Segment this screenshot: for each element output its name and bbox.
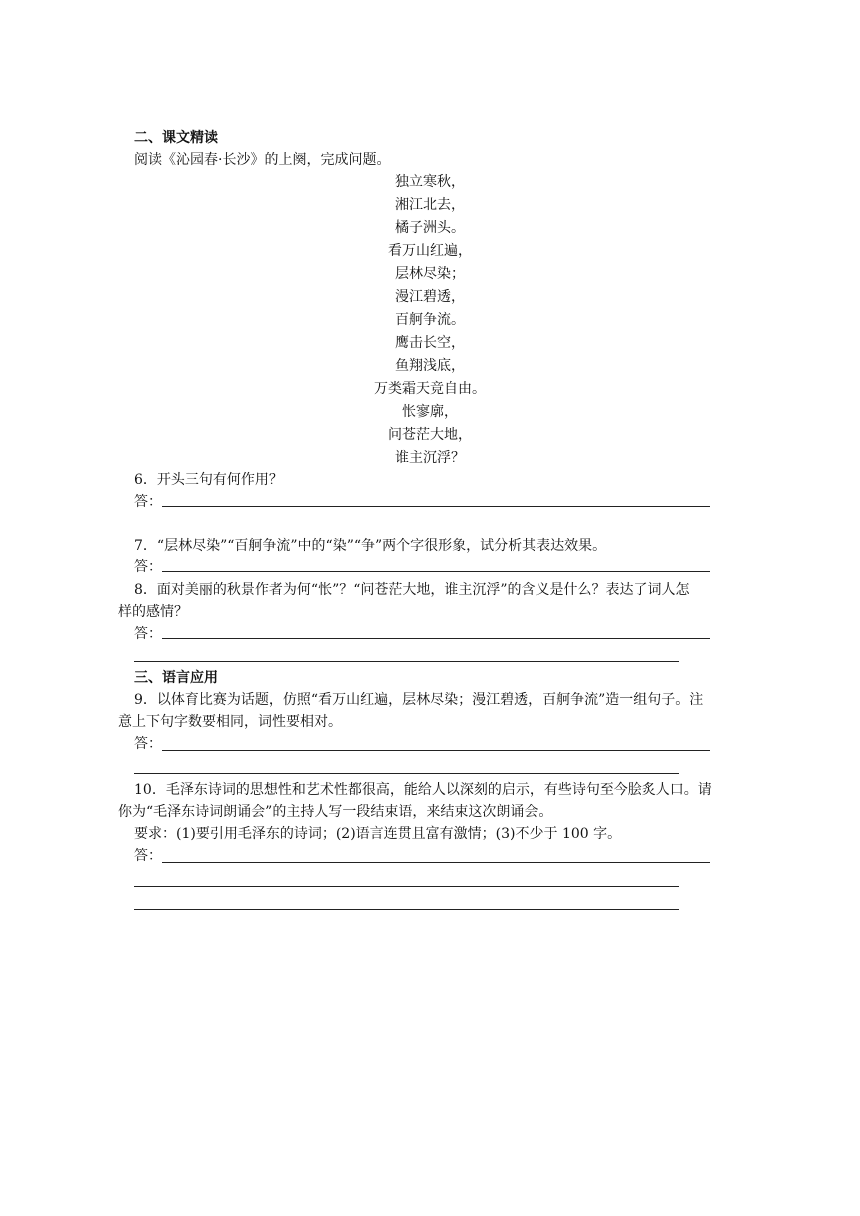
- answer-line[interactable]: [162, 638, 710, 639]
- question-7: 7．“层林尽染”“百舸争流”中的“染”“争”两个字很形象，试分析其表达效果。: [134, 538, 607, 554]
- answer-line[interactable]: [162, 862, 710, 863]
- answer-line[interactable]: [162, 506, 710, 507]
- question-10-requirement: 要求：(1)要引用毛泽东的诗词；(2)语言连贯且富有激情；(3)不少于 100 字。: [134, 826, 622, 842]
- poem-line: 问苍茫大地，: [388, 427, 472, 443]
- poem-line: 百舸争流。: [395, 312, 465, 328]
- poem-line: 鱼翔浅底，: [395, 358, 465, 374]
- answer-line[interactable]: [134, 773, 679, 774]
- poem-line: 湘江北去，: [395, 197, 465, 213]
- poem-line: 橘子洲头。: [395, 220, 465, 236]
- answer-label: 答：: [134, 559, 162, 575]
- section-heading-language: 三、语言应用: [134, 670, 218, 686]
- answer-line[interactable]: [134, 909, 679, 910]
- answer-line[interactable]: [162, 750, 710, 751]
- answer-line[interactable]: [134, 661, 679, 662]
- question-10-line1: 10．毛泽东诗词的思想性和艺术性都很高，能给人以深刻的启示，有些诗句至今脍炙人口。请: [134, 782, 712, 798]
- answer-label: 答：: [134, 736, 162, 752]
- question-8-line1: 8．面对美丽的秋景作者为何“怅”？“问苍茫大地，谁主沉浮”的含义是什么？表达了词人怎: [134, 582, 690, 598]
- question-9-line2: 意上下句字数要相同，词性要相对。: [118, 714, 342, 730]
- answer-label: 答：: [134, 626, 162, 642]
- reading-instruction: 阅读《沁园春·长沙》的上阕，完成问题。: [134, 152, 391, 168]
- question-8-line2: 样的感情？: [118, 604, 188, 620]
- question-9-line1: 9．以体育比赛为话题，仿照“看万山红遍，层林尽染；漫江碧透，百舸争流”造一组句子。注: [134, 692, 704, 708]
- poem-line: 层林尽染；: [395, 266, 465, 282]
- answer-label: 答：: [134, 494, 162, 510]
- poem-line: 万类霜天竞自由。: [374, 381, 486, 397]
- poem-line: 鹰击长空，: [395, 335, 465, 351]
- answer-line[interactable]: [162, 571, 710, 572]
- poem-line: 独立寒秋，: [395, 174, 465, 190]
- answer-label: 答：: [134, 848, 162, 864]
- poem-line: 漫江碧透，: [395, 289, 465, 305]
- question-6: 6．开头三句有何作用？: [134, 472, 283, 488]
- poem-line: 看万山红遍，: [388, 243, 472, 259]
- answer-line[interactable]: [134, 886, 679, 887]
- question-10-line2: 你为“毛泽东诗词朗诵会”的主持人写一段结束语，来结束这次朗诵会。: [118, 804, 553, 820]
- poem-line: 谁主沉浮？: [395, 450, 465, 466]
- poem-line: 怅寥廓，: [402, 404, 458, 420]
- section-heading-reading: 二、课文精读: [134, 130, 218, 146]
